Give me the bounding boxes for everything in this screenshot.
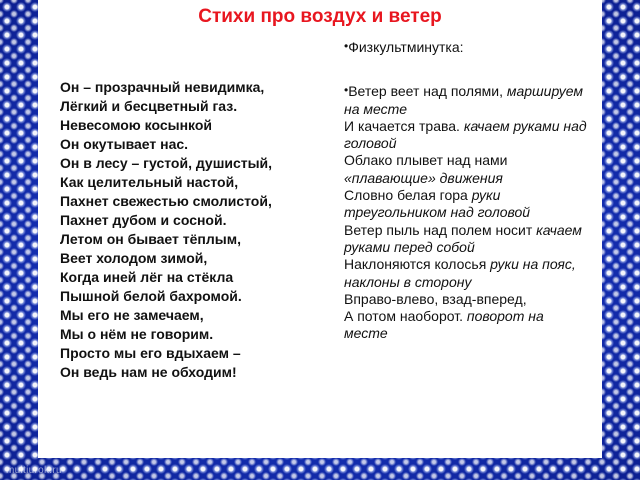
poem-line: Он в лесу – густой, душистый, — [60, 155, 273, 171]
movement-instruction: качаем руками перед собой — [344, 221, 582, 255]
exercise-block — [344, 38, 589, 343]
movement-instruction: маршируем на месте — [344, 83, 584, 117]
poem-line: Мы его не замечаем, — [60, 307, 204, 323]
poem-line: Летом он бывает тёплым, — [60, 231, 241, 247]
poem-line: Лёгкий и бесцветный газ. — [60, 98, 238, 114]
exercise-header-text: Физкультминутка: — [348, 39, 464, 55]
verse-text: Ветер пыль над полем носит — [344, 221, 537, 238]
movement-instruction: качаем руками над головой — [344, 117, 587, 152]
poem-line: Просто мы его вдыхаем – — [60, 345, 241, 361]
poem-line: Он окутывает нас. — [60, 136, 189, 152]
slide-title: Стихи про воздух и ветер — [198, 6, 442, 27]
movement-instruction: «плавающие» движения — [344, 169, 503, 186]
poem-line: Как целительный настой, — [60, 174, 239, 190]
poem-line: Пахнет свежестью смолистой, — [60, 193, 272, 209]
poem-line: Мы о нём не говорим. — [60, 326, 214, 342]
exercise-text — [344, 82, 589, 342]
poem-line: Невесомою косынкой — [60, 117, 213, 133]
bullet-icon: • — [344, 83, 349, 98]
verse-text: Облако плывет над нами — [344, 152, 508, 169]
content-panel — [38, 0, 602, 458]
movement-instruction: руки треугольником над головой — [344, 187, 531, 221]
poem-line: Пахнет дубом и сосной. — [60, 212, 227, 228]
verse-text: А потом наоборот. — [344, 308, 467, 325]
verse-text: И качается трава. — [344, 117, 464, 134]
bullet-icon: • — [344, 39, 349, 53]
poem-line: Он ведь нам не обходим! — [60, 364, 237, 380]
exercise-header — [344, 38, 589, 56]
watermark: multiurok.ru — [6, 465, 62, 476]
verse-text: Словно белая гора — [344, 187, 472, 204]
verse-text: Ветер веет над полями, — [348, 83, 507, 100]
poem-line: Он – прозрачный невидимка, — [60, 79, 265, 95]
verse-text: Вправо-влево, взад-вперед, — [344, 290, 527, 307]
poem-block — [60, 78, 330, 382]
poem-line: Пышной белой бахромой. — [60, 288, 242, 304]
poem-line: Когда иней лёг на стёкла — [60, 269, 234, 285]
verse-text: Наклоняются колосья — [344, 256, 491, 273]
movement-instruction: поворот на месте — [344, 308, 544, 342]
movement-instruction: руки на пояс, наклоны в сторону — [344, 256, 576, 290]
poem-line: Веет холодом зимой, — [60, 250, 208, 266]
